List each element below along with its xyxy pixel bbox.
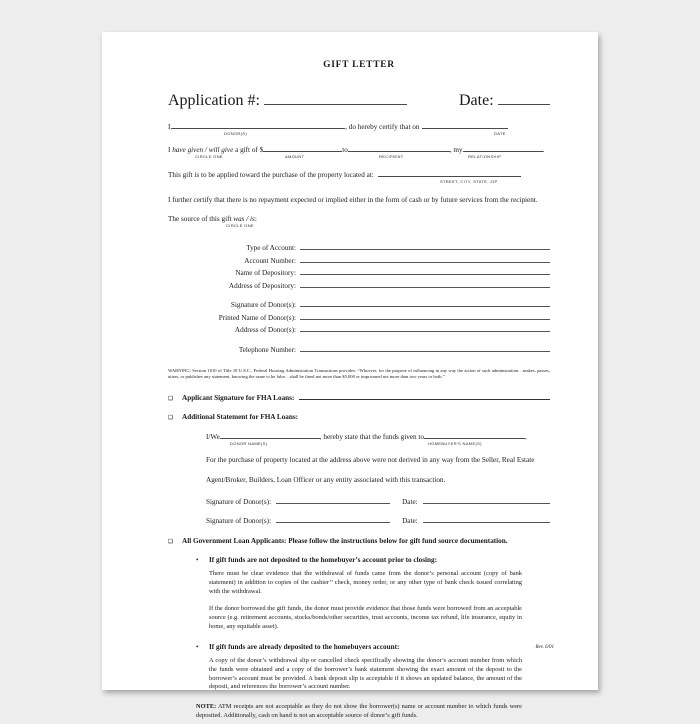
instruction-heading-2 [196,643,550,651]
purchase-statement-text: For the purchase of property located at the address above were not derived in any way from the Seller, Real Estate [206,456,535,465]
label-address-of-depository: Address of Depository: [228,281,296,290]
applicant-signature-input[interactable] [299,391,550,400]
label-telephone-number: Telephone Number: [238,345,296,354]
label-signature-of-donors: Signature of Donor(s): [230,301,296,309]
date-input[interactable] [498,97,550,105]
instruction-heading-1 [196,556,550,564]
donor-signature-row-2 [206,514,550,525]
page-title: GIFT LETTER [323,60,395,70]
source-suffix: : [254,215,257,223]
iwe-donor-name-input[interactable] [220,431,320,439]
field-row-telephone-number [168,343,550,354]
additional-statement-label: Additional Statement for FHA Loans: [182,412,299,421]
instruction-heading-text-1: If gift funds are not deposited to the homebuyer’s account prior to closing: [209,555,437,564]
input-address-of-donors[interactable] [300,323,550,332]
donor-signature-row-1 [206,495,550,506]
gift-prefix: I [168,146,171,154]
field-row-type-of-account [168,241,550,252]
field-row-signature-of-donors [168,298,550,309]
input-signature-of-donors-2[interactable] [276,514,390,523]
caption-donors: DONOR(S) [224,131,248,136]
applicant-signature-heading [168,391,550,402]
field-row-name-of-depository [168,266,550,277]
label-type-of-account: Type of Account: [246,244,296,252]
government-loan-label: All Government Loan Applicants: Please follow the instructions below for gift fund source documentation. [182,536,508,545]
certify-captions [168,132,550,138]
instruction-paragraph-1b: If the donor borrowed the gift funds, the donor must provide evidence that those funds were borrowed from an acceptable source (e.g. retirement accounts, stocks/bonds/other securities, trust accounts, income tax refund, life insurance, equity in home, any equitable asset). [209,605,522,631]
caption-recipient: RECIPIENT [379,154,404,159]
caption-circle-one: CIRCLE ONE [195,154,223,159]
application-number-input[interactable] [264,97,407,105]
additional-statement-heading [168,413,550,421]
footer-revision: Rev. 6/01 [535,645,554,650]
property-caption-row [168,180,550,186]
caption-source-circle-one: CIRCLE ONE [226,223,254,228]
property-address-input[interactable] [378,169,521,177]
certify-prefix: I, [168,123,173,131]
certify-date-input[interactable] [422,121,508,129]
document-body [168,60,550,721]
source-emphasis: was / is [233,215,255,223]
label-name-of-depository: Name of Depository: [235,269,296,277]
application-date-row [168,92,550,110]
input-type-of-account[interactable] [300,241,550,250]
document-page [102,32,598,720]
input-date-1[interactable] [423,495,550,504]
government-loan-heading [168,537,550,545]
agent-statement-text: Agent/Broker, Builders, Loan Officer or any entity associated with this transaction. [206,475,446,484]
gift-relationship-input[interactable] [463,144,543,152]
label-signature-of-donors-1: Signature of Donor(s): [206,497,272,506]
note-prefix: NOTE: [196,703,217,711]
source-prefix: The source of this gift [168,215,232,223]
application-number-label: Application #: [168,92,260,109]
caption-date: DATE [494,131,506,136]
instruction-heading-text-2: If gift funds are already deposited to the homebuyers account: [209,642,400,651]
iwe-homebuyer-name-input[interactable] [424,431,525,439]
source-caption-row [168,224,550,230]
note-text: ATM receipts are not acceptable as they do not show the borrower(s) name or account number to which funds were deposited. Additionally, cash on hand is not an acceptable source of donor’s gift funds. [196,703,522,720]
caption-relationship: RELATIONSHIP [468,154,502,159]
instruction-paragraph-2a: A copy of the donor’s withdrawal slip or cancelled check specifically showing the donor’s account number from which the funds were obtained and a copy of the borrower’s bank statement showing the exact amount of the deposit to the borrower’s account must be provided. A bank deposit slip is acceptable if it shows an updated balance, the amount of the deposit, and references the borrower’s account number. [209,656,522,691]
label-address-of-donors: Address of Donor(s): [234,326,296,334]
iwe-statement-block [206,431,550,485]
label-date-2: Date: [402,516,418,525]
input-address-of-depository[interactable] [300,279,550,288]
iwe-captions [206,442,550,448]
caption-homebuyer-name: HOMEBUYER'S NAME(S) [428,441,482,447]
date-label: Date: [458,92,494,109]
square-marker-icon: ❑ [168,395,173,402]
gift-captions [168,155,550,161]
repayment-row: I further certify that there is no repayment expected or implied either in the form of cash or by future services from the recipient. [168,196,538,204]
donor-name-input[interactable] [172,121,345,129]
iwe-prefix: I/We [206,432,220,441]
caption-donor-name: DONOR NAME(S) [230,441,268,447]
label-signature-of-donors-2: Signature of Donor(s): [206,516,272,525]
certify-suffix: , do hereby certify that on [345,123,420,131]
square-marker-icon: ❑ [168,538,173,545]
input-printed-name-of-donors[interactable] [300,311,550,320]
instruction-paragraph-1a: There must be clear evidence that the withdrawal of funds came from the donor’s personal account (copy of bank statement) in addition to copies of the cashier’’ check, money order, or any other type of bank check issued correlating with the withdrawal. [209,569,522,595]
account-fields [168,241,550,354]
gift-amount-input[interactable] [263,144,342,152]
label-date-1: Date: [402,497,418,506]
input-name-of-depository[interactable] [300,266,550,275]
gift-to: to [342,146,348,154]
field-row-account-number [168,254,550,265]
field-row-address-of-depository [168,279,550,290]
property-text: This gift is to be applied toward the purchase of the property located at: [168,171,374,179]
iwe-end: , [525,432,527,441]
warning-paragraph: WARNING: Section 1010 of Title 18 U.S.C., Federal Housing Administration Transactions provides: “Whoever, for the purpose of influencing in any way the action of such administration…makes, passes, utters, or publishes any statement, knowing the same to be false…shall be fined not more than $5,000 or imprisoned not more than two years or both.” [168,367,550,379]
bullet-icon: • [196,642,199,651]
gift-middle: a gift of $ [235,146,264,154]
caption-amount: AMOUNT [285,154,305,159]
input-date-2[interactable] [423,514,550,523]
field-row-printed-name-of-donors [168,311,550,322]
gift-emphasis: have given / will give [172,146,234,154]
input-telephone-number[interactable] [300,343,550,352]
input-signature-of-donors[interactable] [300,298,550,307]
caption-street-city-state-zip: STREET, CITY, STATE, ZIP [440,179,498,184]
input-signature-of-donors-1[interactable] [276,495,390,504]
label-printed-name-of-donors: Printed Name of Donor(s): [218,313,296,322]
square-marker-icon: ❑ [168,414,173,421]
gift-recipient-input[interactable] [348,144,450,152]
bullet-icon: • [196,555,199,564]
field-row-address-of-donors [168,323,550,334]
input-account-number[interactable] [300,254,550,263]
gift-my: , my [449,146,463,154]
iwe-middle: , hereby state that the funds given to [319,432,424,441]
label-account-number: Account Number: [244,256,296,265]
note-paragraph [196,703,522,721]
gift-end: . [542,146,545,154]
applicant-signature-label: Applicant Signature for FHA Loans: [182,393,295,402]
